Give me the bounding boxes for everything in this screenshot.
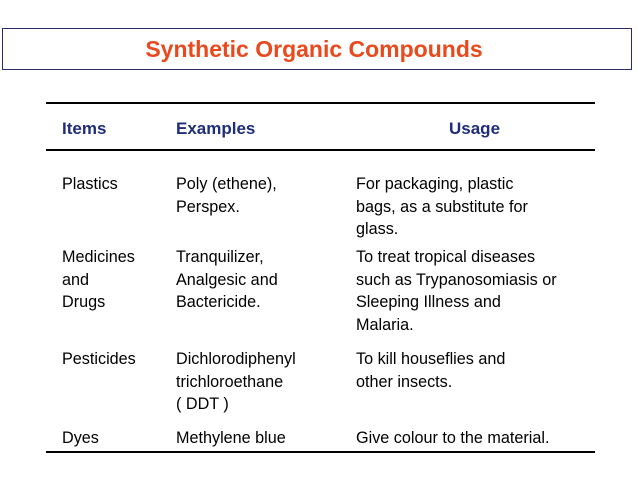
table-header-rule (46, 149, 595, 151)
row-medicines-item: Medicines and Drugs (62, 248, 135, 312)
header-usage: Usage (449, 119, 501, 138)
row-plastics-example: Poly (ethene), Perspex. (176, 175, 277, 216)
row-plastics-item: Plastics (62, 175, 118, 193)
row-dyes-usage: Give colour to the material. (356, 429, 550, 447)
table-bottom-rule (46, 451, 595, 453)
header-items: Items (62, 119, 107, 138)
row-medicines-example: Tranquilizer, Analgesic and Bactericide. (176, 248, 278, 312)
title-box (2, 28, 632, 70)
row-pesticides-example: Dichlorodiphenyl trichloroethane ( DDT ) (176, 350, 296, 414)
row-dyes-item: Dyes (62, 429, 99, 447)
table-top-rule (46, 102, 595, 104)
row-pesticides-usage: To kill houseflies and other insects. (356, 350, 506, 391)
row-medicines-usage: To treat tropical diseases such as Trypanosomiasis or Sleeping Illness and Malaria. (356, 248, 557, 334)
header-examples: Examples (176, 119, 256, 138)
row-plastics-usage: For packaging, plastic bags, as a substitute for glass. (356, 175, 528, 239)
slide-title: Synthetic Organic Compounds (145, 35, 483, 62)
row-dyes-example: Methylene blue (176, 429, 286, 447)
row-pesticides-item: Pesticides (62, 350, 136, 368)
